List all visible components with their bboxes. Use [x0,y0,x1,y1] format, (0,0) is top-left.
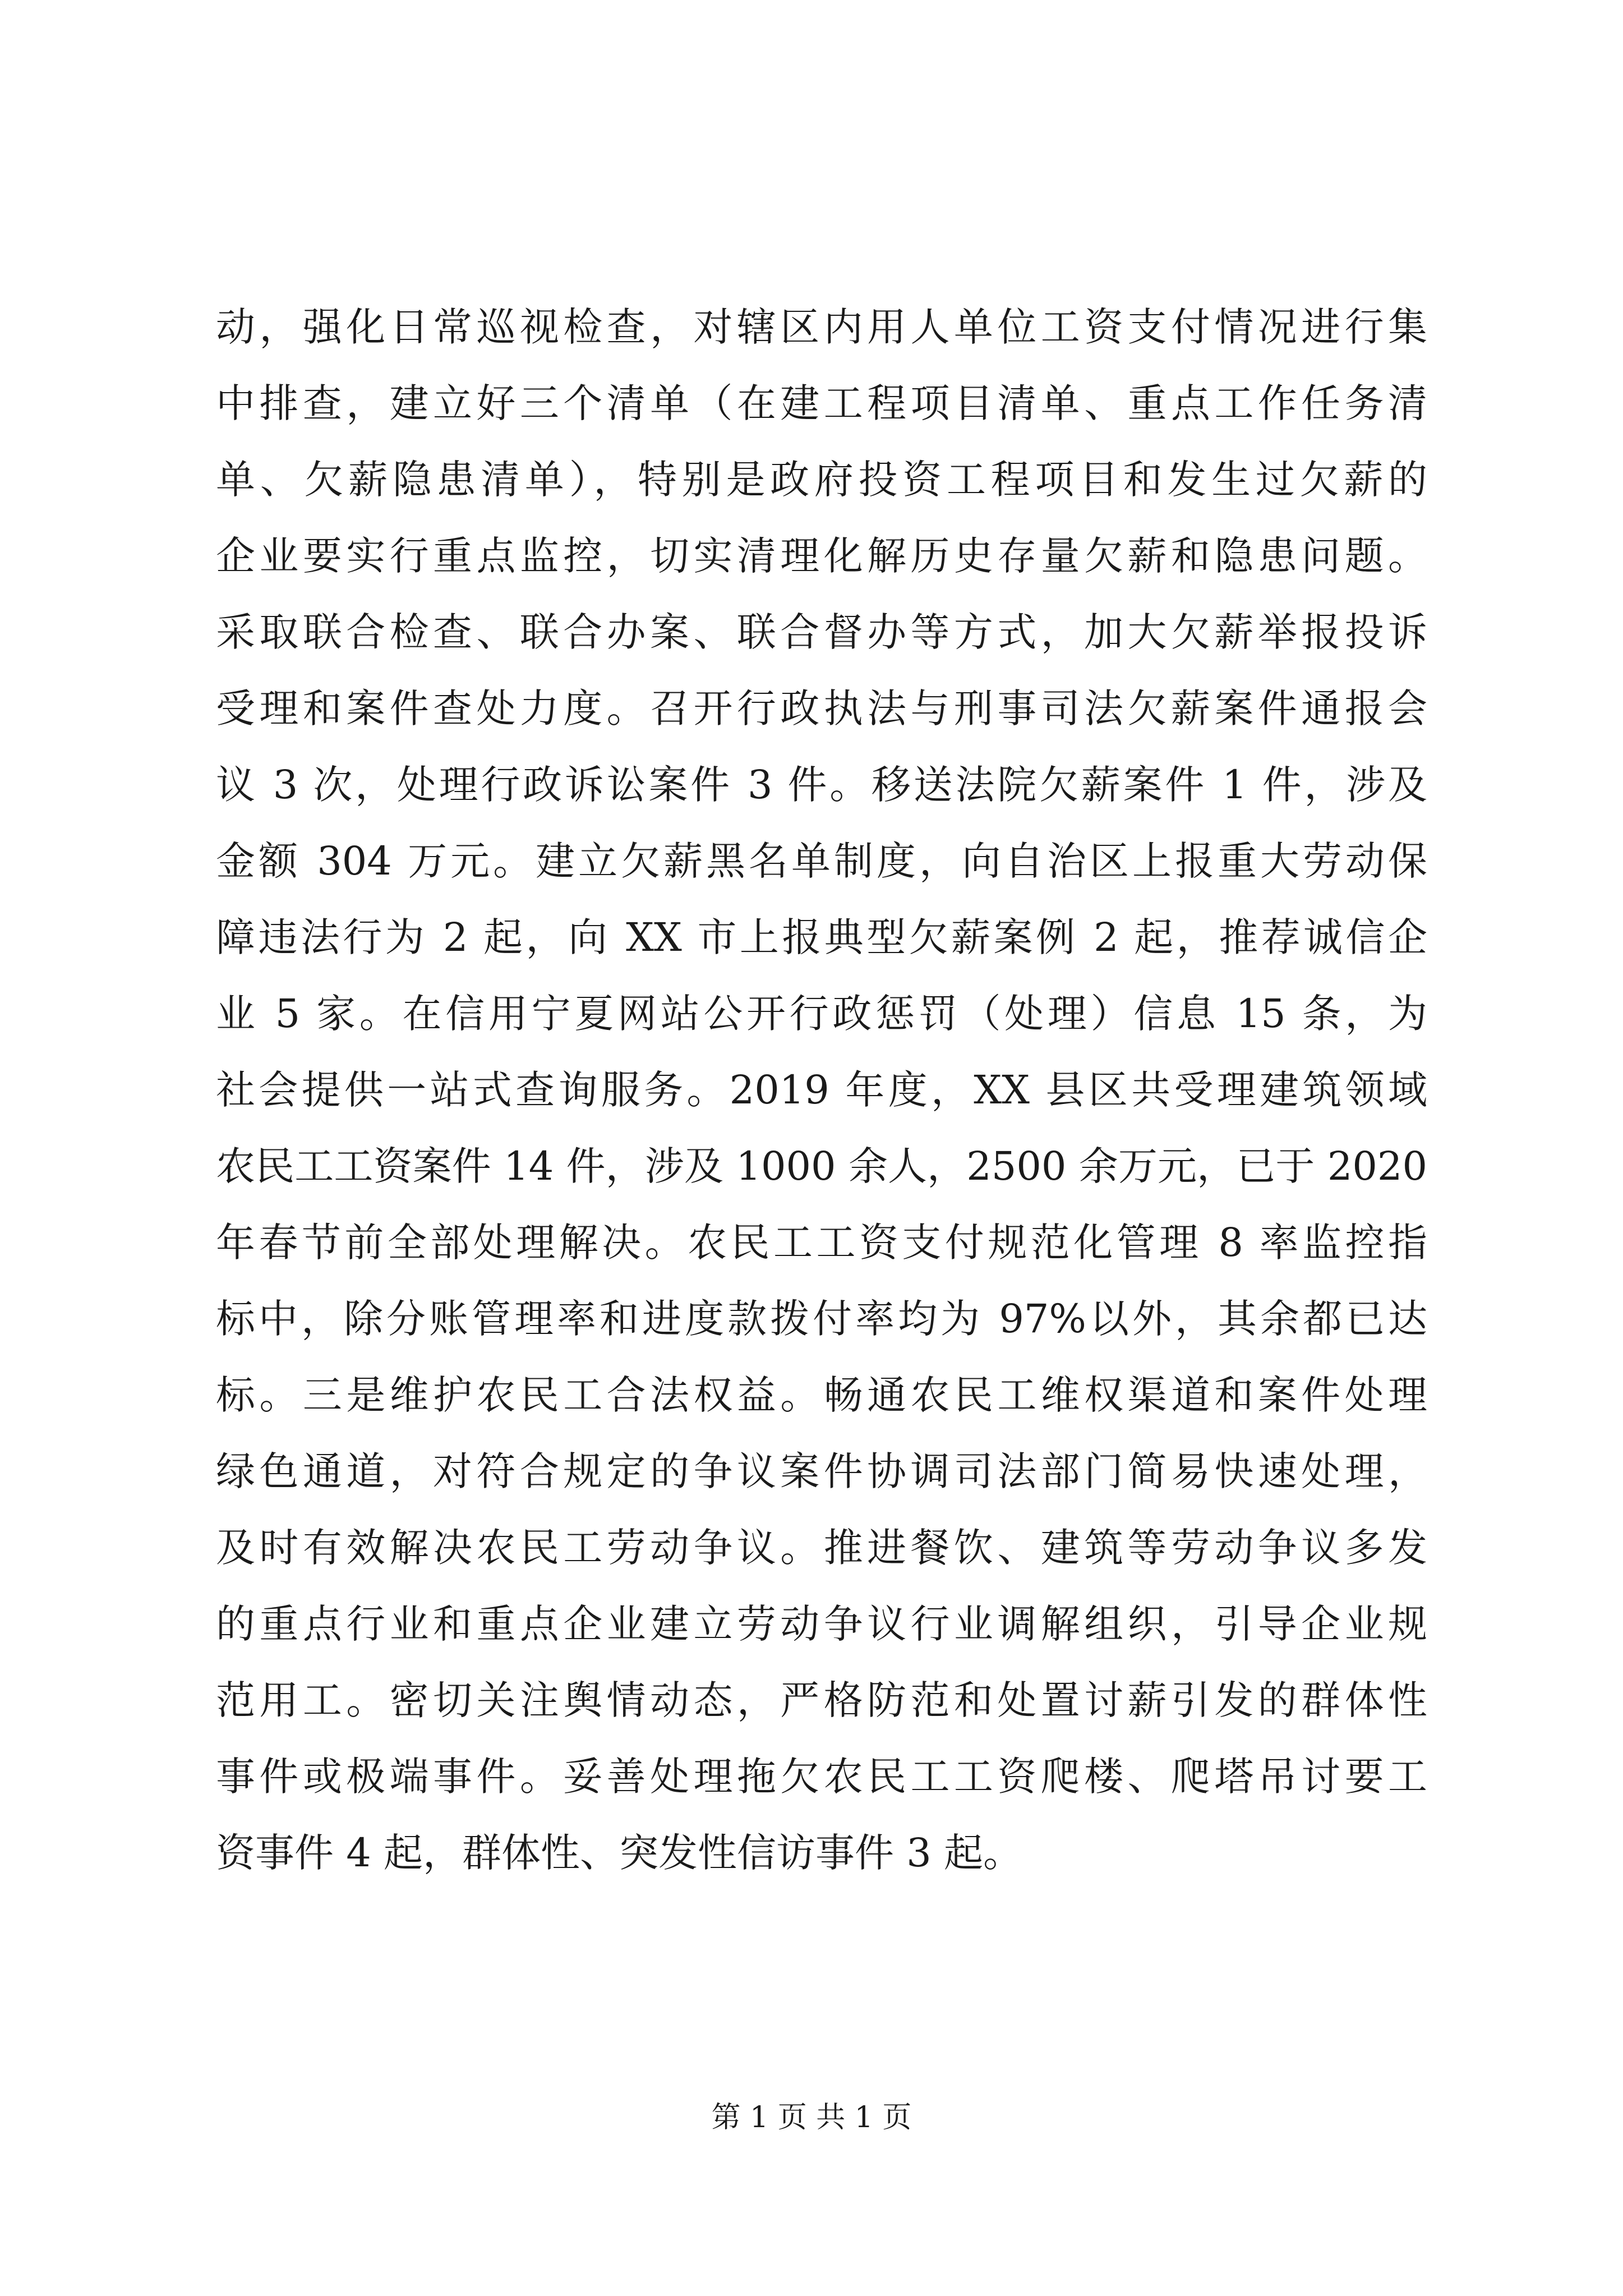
text-line: 事件或极端事件。妥善处理拖欠农民工工资爬楼、爬塔吊讨要工 [216,1754,1427,1800]
text-line: 标中，除分账管理率和进度款拨付率均为 97%以外，其余都已达 [216,1296,1427,1342]
text-line: 障违法行为 2 起，向 XX 市上报典型欠薪案例 2 起，推荐诚信企 [216,914,1427,960]
text-line: 受理和案件查处力度。召开行政执法与刑事司法欠薪案件通报会 [216,685,1427,731]
text-line: 业 5 家。在信用宁夏网站公开行政惩罚（处理）信息 15 条，为 [216,991,1427,1037]
text-line: 农民工工资案件 14 件，涉及 1000 余人，2500 余万元，已于 2020 [216,1143,1427,1189]
page-number-label: 第 1 页 共 1 页 [711,2101,912,2134]
text-line: 资事件 4 起，群体性、突发性信访事件 3 起。 [216,1830,1023,1876]
text-line: 范用工。密切关注舆情动态，严格防范和处置讨薪引发的群体性 [216,1677,1427,1723]
text-line: 及时有效解决农民工劳动争议。推进餐饮、建筑等劳动争议多发 [216,1525,1427,1571]
text-line: 动，强化日常巡视检查，对辖区内用人单位工资支付情况进行集 [216,304,1427,350]
text-line: 社会提供一站式查询服务。2019 年度，XX 县区共受理建筑领域 [216,1067,1427,1113]
text-line: 议 3 次，处理行政诉讼案件 3 件。移送法院欠薪案件 1 件，涉及 [216,762,1427,808]
text-line: 金额 304 万元。建立欠薪黑名单制度，向自治区上报重大劳动保 [216,838,1427,884]
page-footer [0,2098,1623,2137]
body-text [216,289,1427,1891]
text-line: 的重点行业和重点企业建立劳动争议行业调解组织，引导企业规 [216,1601,1427,1647]
text-line: 采取联合检查、联合办案、联合督办等方式，加大欠薪举报投诉 [216,609,1427,655]
text-line: 绿色通道，对符合规定的争议案件协调司法部门简易快速处理， [216,1448,1427,1494]
text-line: 标。三是维护农民工合法权益。畅通农民工维权渠道和案件处理 [216,1372,1427,1418]
text-line: 中排查，建立好三个清单（在建工程项目清单、重点工作任务清 [216,380,1427,426]
text-line: 年春节前全部处理解决。农民工工资支付规范化管理 8 率监控指 [216,1220,1427,1266]
text-line: 企业要实行重点监控，切实清理化解历史存量欠薪和隐患问题。 [216,533,1427,579]
text-line: 单、欠薪隐患清单），特别是政府投资工程项目和发生过欠薪的 [216,457,1427,503]
